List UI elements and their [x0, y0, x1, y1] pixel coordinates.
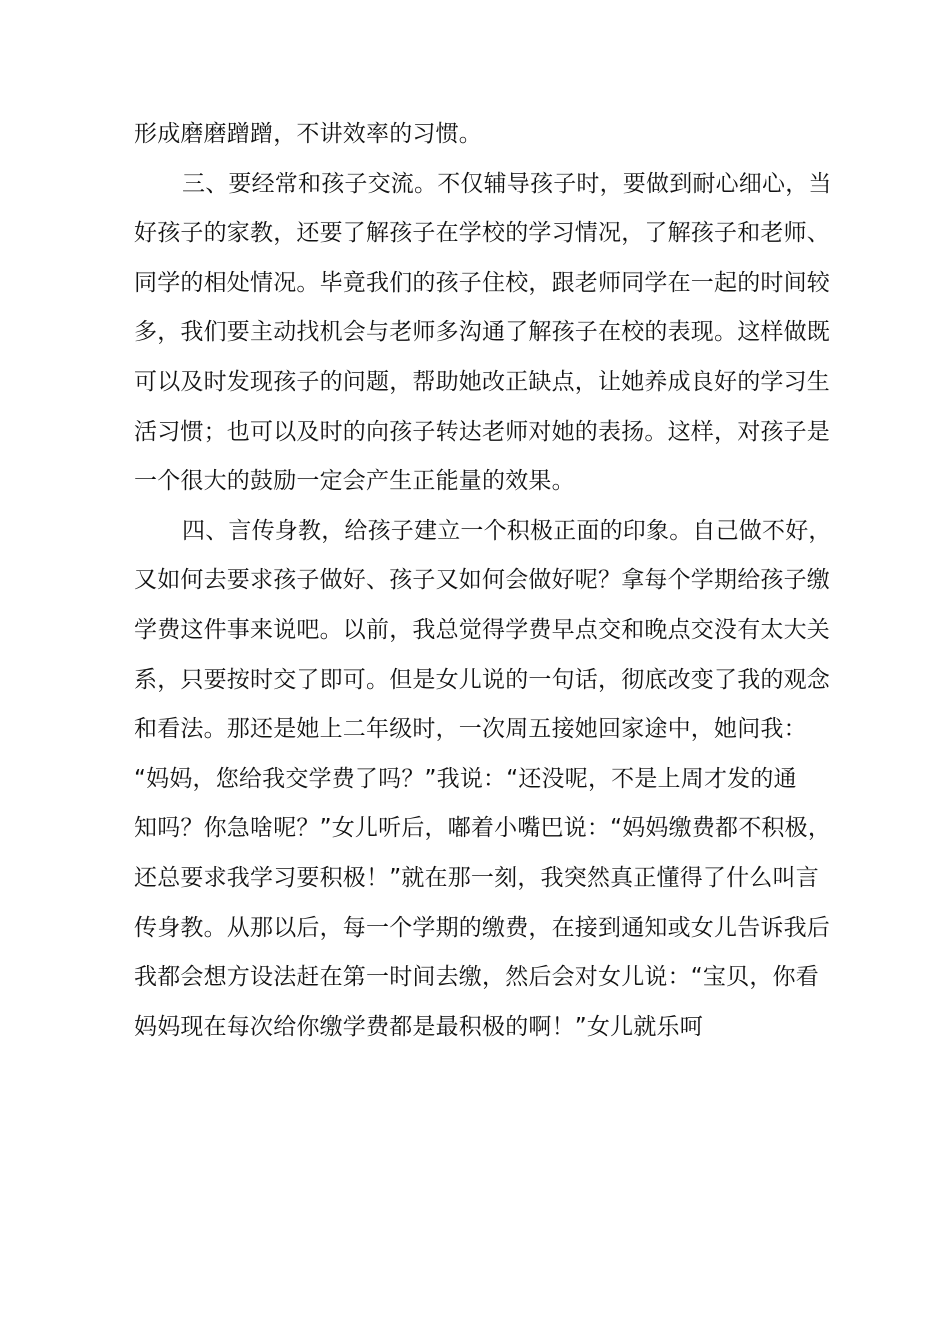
document-page [134, 110, 854, 1052]
text-line: 我都会想方设法赶在第一时间去缴，然后会对女儿说：“宝贝，你看 [134, 964, 819, 991]
text-line: 可以及时发现孩子的问题，帮助她改正缺点，让她养成良好的学习生 [134, 368, 830, 395]
text-line: 妈妈现在每次给你缴学费都是最积极的啊！”女儿就乐呵 [134, 1013, 703, 1040]
text-line: 同学的相处情况。毕竟我们的孩子住校，跟老师同学在一起的时间较 [134, 269, 830, 296]
text-line: 知吗？你急啥呢？”女儿听后，嘟着小嘴巴说：“妈妈缴费都不积极， [134, 815, 832, 842]
paragraph-start-line: 四、言传身教，给孩子建立一个积极正面的印象。自己做不好， [182, 517, 832, 544]
text-line: 传身教。从那以后，每一个学期的缴费，在接到通知或女儿告诉我后 [134, 914, 830, 941]
paragraph-start-line: 三、要经常和孩子交流。不仅辅导孩子时，要做到耐心细心，当 [182, 170, 832, 197]
text-line: 形成磨磨蹭蹭，不讲效率的习惯。 [134, 121, 482, 147]
text-line: 还总要求我学习要积极！”就在那一刻，我突然真正懂得了什么叫言 [134, 864, 819, 891]
text-line: 又如何去要求孩子做好、孩子又如何会做好呢？拿每个学期给孩子缴 [134, 567, 830, 594]
text-line: 多，我们要主动找机会与老师多沟通了解孩子在校的表现。这样做既 [134, 319, 830, 346]
text-line: 好孩子的家教，还要了解孩子在学校的学习情况，了解孩子和老师、 [134, 220, 830, 247]
text-line: 系，只要按时交了即可。但是女儿说的一句话，彻底改变了我的观念 [134, 666, 830, 693]
text-line: 和看法。那还是她上二年级时，一次周五接她回家途中，她问我： [134, 716, 807, 743]
text-line: 一个很大的鼓励一定会产生正能量的效果。 [134, 468, 575, 495]
text-line: 活习惯；也可以及时的向孩子转达老师对她的表扬。这样，对孩子是 [134, 418, 830, 445]
text-line: “妈妈，您给我交学费了吗？”我说：“还没呢，不是上周才发的通 [134, 765, 797, 792]
text-line: 学费这件事来说吧。以前，我总觉得学费早点交和晚点交没有太大关 [134, 616, 830, 643]
